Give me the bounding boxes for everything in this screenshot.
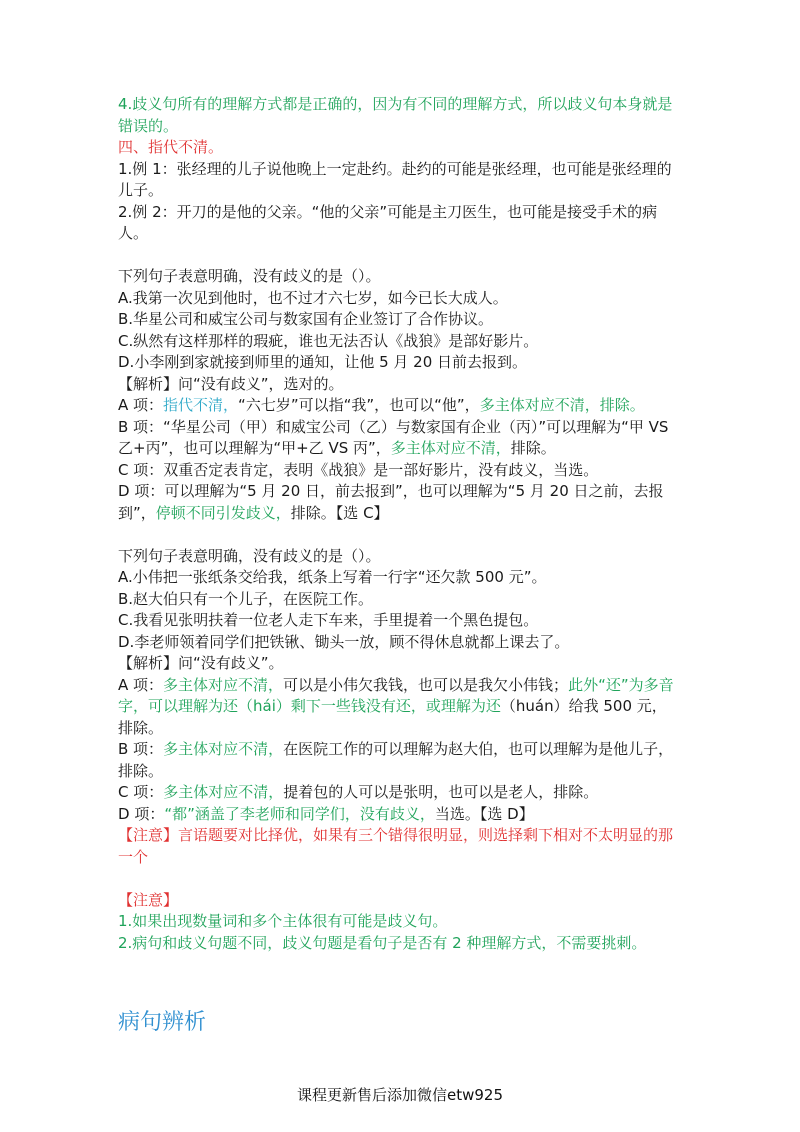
q2-note: 【注意】言语题要对比择优，如果有三个错得很明显，则选择剩下相对不太明显的那一个: [118, 826, 674, 866]
highlight: 停顿不同引发歧义，: [155, 503, 291, 522]
example-2: 2.例 2：开刀的是他的父亲。“他的父亲”可能是主刀医生，也可能是接受手术的病人。: [118, 202, 658, 242]
q2-option-d: D.李老师领着同学们把铁锹、锄头一放，顾不得休息就都上课去了。: [118, 632, 570, 651]
highlight: 多主体对应不清，: [163, 675, 284, 694]
q2-stem: 下列句子表意明确，没有歧义的是（）。: [118, 546, 381, 565]
label: A 项：: [118, 675, 164, 694]
text: 排除。: [510, 439, 556, 457]
notes-title: 【注意】: [118, 890, 179, 909]
q2-answer-b: [118, 739, 678, 782]
q1-option-d: D.小李刚到家就接到师里的通知，让他 5 月 20 日前去报到。: [118, 353, 528, 371]
highlight: 多主体对应不清，排除。: [479, 396, 645, 414]
text: B 项：“华星公司（甲）和威宝公司（乙）与数家国有企业（丙）”可以理解为“甲 VS 乙+丙”，也可以理解为“甲+乙 VS 丙”，: [118, 417, 669, 457]
q1-answer-b: [118, 417, 678, 460]
q2-answer-c: [118, 782, 678, 804]
text: 排除。【选 C】: [290, 503, 389, 522]
q2-option-a: A.小伟把一张纸条交给我，纸条上写着一行字“还欠款 500 元”。: [118, 568, 547, 586]
highlight: 指代不清，: [163, 396, 239, 414]
note-1: 1.如果出现数量词和多个主体很有可能是歧义句。: [118, 912, 448, 930]
note-2: 2.病句和歧义句题不同，歧义句题是看句子是否有 2 种理解方式，不需要挑刺。: [118, 933, 647, 952]
q1-analysis: 【解析】问“没有歧义”，选对的。: [118, 374, 344, 393]
text: 当选。【选 D】: [434, 804, 534, 823]
text: “六七岁”可以指“我”，也可以“他”，: [238, 396, 480, 414]
q1-stem: 下列句子表意明确，没有歧义的是（）。: [118, 267, 381, 285]
highlight: 多主体对应不清，: [163, 783, 284, 801]
example-1: 1.例 1：张经理的儿子说他晚上一定赴约。赴约的可能是张经理，也可能是张经理的儿子。: [118, 159, 672, 199]
highlight: “都”涵盖了李老师和同学们，没有歧义，: [164, 804, 435, 823]
text: 可以是小伟欠我钱，也可以是我欠小伟钱；: [283, 675, 569, 694]
q1-answer-c: C 项：双重否定表肯定，表明《战狼》是一部好影片，没有歧义，当选。: [118, 460, 599, 479]
q2-option-c: C.我看见张明扶着一位老人走下车来，手里提着一个黑色提包。: [118, 611, 539, 629]
text: D 项：可以理解为“5 月 20 日，前去报到”，也可以理解为“5 月 20 日之前，去报到”，: [118, 482, 664, 522]
q1-option-c: C.纵然有这样那样的瑕疵，谁也无法否认《战狼》是部好影片。: [118, 331, 539, 350]
q2-answer-a: [118, 675, 678, 740]
item-4: 4.歧义句所有的理解方式都是正确的，因为有不同的理解方式，所以歧义句本身就是错误的。: [118, 95, 673, 135]
text: 在医院工作的可以理解为赵大伯，也可以理解为是他儿子，排除。: [118, 740, 674, 780]
highlight: 多主体对应不清，: [390, 439, 511, 457]
text: （huán）给我 500 元，排除。: [118, 697, 667, 737]
section-heading: 病句辨析: [118, 1010, 207, 1035]
label: B 项：: [118, 740, 164, 758]
q1-option-a: A.我第一次见到他时，也不过才六七岁，如今已长大成人。: [118, 288, 508, 307]
q2-answer-d: [118, 804, 678, 826]
q2-analysis: 【解析】问“没有歧义”。: [118, 654, 284, 672]
label: C 项：: [118, 783, 164, 801]
q1-option-b: B.华星公司和威宝公司与数家国有企业签订了合作协议。: [118, 310, 494, 328]
highlight: 此外“还”为多音字，可以理解为还（hái）剩下一些钱没有还，或理解为还: [118, 675, 674, 715]
highlight: 多主体对应不清，: [163, 740, 284, 758]
document-body: [118, 94, 678, 954]
label: D 项：: [118, 804, 165, 823]
q1-answer-a: [118, 395, 678, 417]
q2-option-b: B.赵大伯只有一个儿子，在医院工作。: [118, 589, 374, 608]
label: A 项：: [118, 396, 164, 414]
heading-4: 四、指代不清。: [118, 138, 224, 156]
text: 提着包的人可以是张明，也可以是老人，排除。: [283, 783, 599, 801]
q1-answer-d: [118, 481, 678, 524]
page-footer: 课程更新售后添加微信etw925: [296, 1086, 503, 1104]
